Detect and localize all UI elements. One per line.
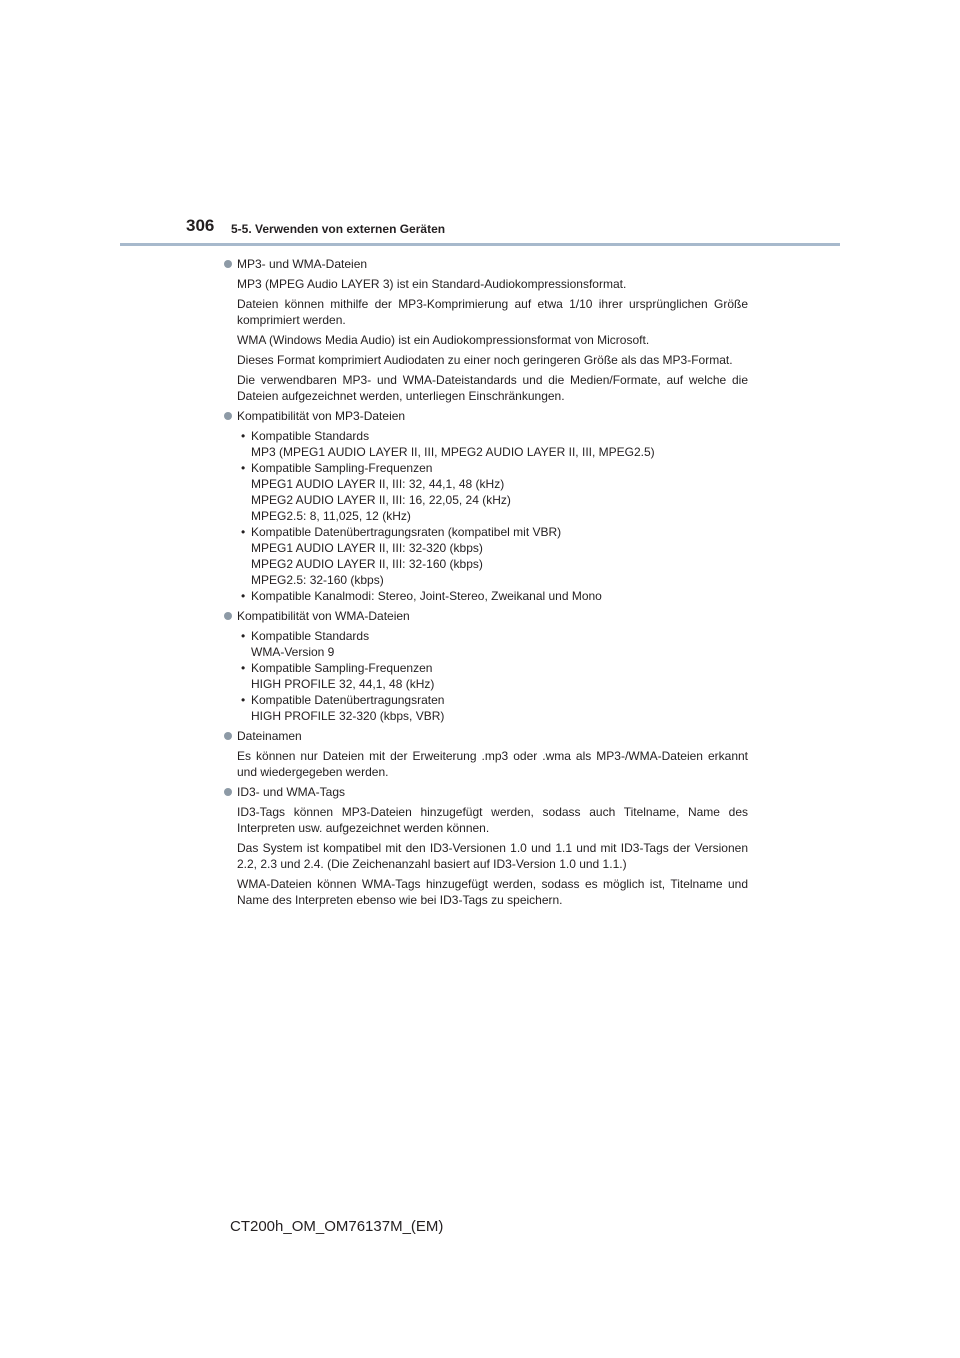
content-section xyxy=(222,408,748,604)
paragraph: Das System ist kompatibel mit den ID3-Versionen 1.0 und 1.1 und mit ID3-Tags der Versionen 2.2, 2.3 und 2.4. (Die Zeichenanzahl basiert auf ID3-Version 1.0 und 1.1.) xyxy=(237,841,748,871)
bullet-dot-icon xyxy=(224,612,232,620)
list-bullet-icon: • xyxy=(241,525,246,539)
paragraph: Dieses Format komprimiert Audiodaten zu einer noch geringeren Größe als das MP3-Format. xyxy=(237,353,733,367)
sub-list xyxy=(237,628,748,724)
paragraph: MP3 (MPEG Audio LAYER 3) ist ein Standard-Audiokompressionsformat. xyxy=(237,277,627,291)
section-heading xyxy=(222,608,748,624)
section-heading xyxy=(222,408,748,424)
paragraph: WMA (Windows Media Audio) ist ein Audiokompressionsformat von Microsoft. xyxy=(237,333,650,347)
paragraph: ID3-Tags können MP3-Dateien hinzugefügt werden, sodass auch Titelname, Name des Interpreten usw. aufgezeichnet werden können. xyxy=(237,805,748,835)
list-item xyxy=(237,524,748,588)
section-heading xyxy=(222,728,748,744)
list-item xyxy=(237,692,748,724)
list-item-line: Kompatible Standards xyxy=(251,429,370,443)
list-item-line: MPEG2 AUDIO LAYER II, III: 16, 22,05, 24 (kHz) xyxy=(251,493,511,507)
bullet-dot-icon xyxy=(224,412,232,420)
bullet-dot-icon xyxy=(224,732,232,740)
list-item-line: Kompatible Sampling-Frequenzen xyxy=(251,661,433,675)
list-item-line: Kompatible Standards xyxy=(251,629,370,643)
list-item-line: Kompatible Kanalmodi: Stereo, Joint-Stereo, Zweikanal und Mono xyxy=(251,589,602,603)
paragraph: WMA-Dateien können WMA-Tags hinzugefügt werden, sodass es möglich ist, Titelname und Name des Interpreten ebenso wie bei ID3-Tags zu speichern. xyxy=(237,877,748,907)
list-item-line: HIGH PROFILE 32, 44,1, 48 (kHz) xyxy=(251,677,435,691)
section-heading-text: Kompatibilität von WMA-Dateien xyxy=(237,609,410,623)
section-title: 5-5. Verwenden von externen Geräten xyxy=(231,222,446,236)
list-bullet-icon: • xyxy=(241,429,246,443)
paragraph: Es können nur Dateien mit der Erweiterung .mp3 oder .wma als MP3-/WMA-Dateien erkannt und wiedergegeben werden. xyxy=(237,749,748,779)
content-section xyxy=(222,608,748,724)
page-number: 306 xyxy=(186,216,215,235)
list-item-line: MPEG2.5: 32-160 (kbps) xyxy=(251,573,384,587)
section-heading-text: Dateinamen xyxy=(237,729,302,743)
paragraph: Die verwendbaren MP3- und WMA-Dateistandards und die Medien/Formate, auf welche die Dateien aufgezeichnet werden, unterliegen Einschränkungen. xyxy=(237,373,748,403)
section-heading xyxy=(222,784,748,800)
list-bullet-icon: • xyxy=(241,629,246,643)
list-item-line: Kompatible Datenübertragungsraten (kompatibel mit VBR) xyxy=(251,525,562,539)
list-bullet-icon: • xyxy=(241,693,246,707)
content-section xyxy=(222,728,748,780)
list-bullet-icon: • xyxy=(241,461,246,475)
list-item xyxy=(237,428,748,460)
list-bullet-icon: • xyxy=(241,661,246,675)
header-divider xyxy=(120,243,840,246)
bullet-dot-icon xyxy=(224,260,232,268)
list-item-line: MPEG2.5: 8, 11,025, 12 (kHz) xyxy=(251,509,411,523)
footer-doc-code: CT200h_OM_OM76137M_(EM) xyxy=(230,1218,444,1235)
list-item-line: MPEG2 AUDIO LAYER II, III: 32-160 (kbps) xyxy=(251,557,483,571)
section-heading xyxy=(222,256,748,272)
sub-list xyxy=(237,428,748,604)
page-header xyxy=(0,0,960,250)
list-item-line: MPEG1 AUDIO LAYER II, III: 32, 44,1, 48 (kHz) xyxy=(251,477,505,491)
list-item xyxy=(237,588,748,604)
list-bullet-icon: • xyxy=(241,589,246,603)
list-item-line: Kompatible Sampling-Frequenzen xyxy=(251,461,433,475)
list-item-line: MPEG1 AUDIO LAYER II, III: 32-320 (kbps) xyxy=(251,541,483,555)
content-section xyxy=(222,784,748,908)
page-content xyxy=(222,256,748,912)
bullet-dot-icon xyxy=(224,788,232,796)
list-item xyxy=(237,460,748,524)
list-item-line: HIGH PROFILE 32-320 (kbps, VBR) xyxy=(251,709,445,723)
content-section xyxy=(222,256,748,404)
list-item xyxy=(237,628,748,660)
list-item-line: Kompatible Datenübertragungsraten xyxy=(251,693,445,707)
section-heading-text: MP3- und WMA-Dateien xyxy=(237,257,368,271)
section-heading-text: ID3- und WMA-Tags xyxy=(237,785,346,799)
section-heading-text: Kompatibilität von MP3-Dateien xyxy=(237,409,406,423)
paragraph: Dateien können mithilfe der MP3-Komprimierung auf etwa 1/10 ihrer ursprünglichen Größe komprimiert werden. xyxy=(237,297,748,327)
list-item-line: WMA-Version 9 xyxy=(251,645,335,659)
list-item xyxy=(237,660,748,692)
list-item-line: MP3 (MPEG1 AUDIO LAYER II, III, MPEG2 AUDIO LAYER II, III, MPEG2.5) xyxy=(251,445,655,459)
